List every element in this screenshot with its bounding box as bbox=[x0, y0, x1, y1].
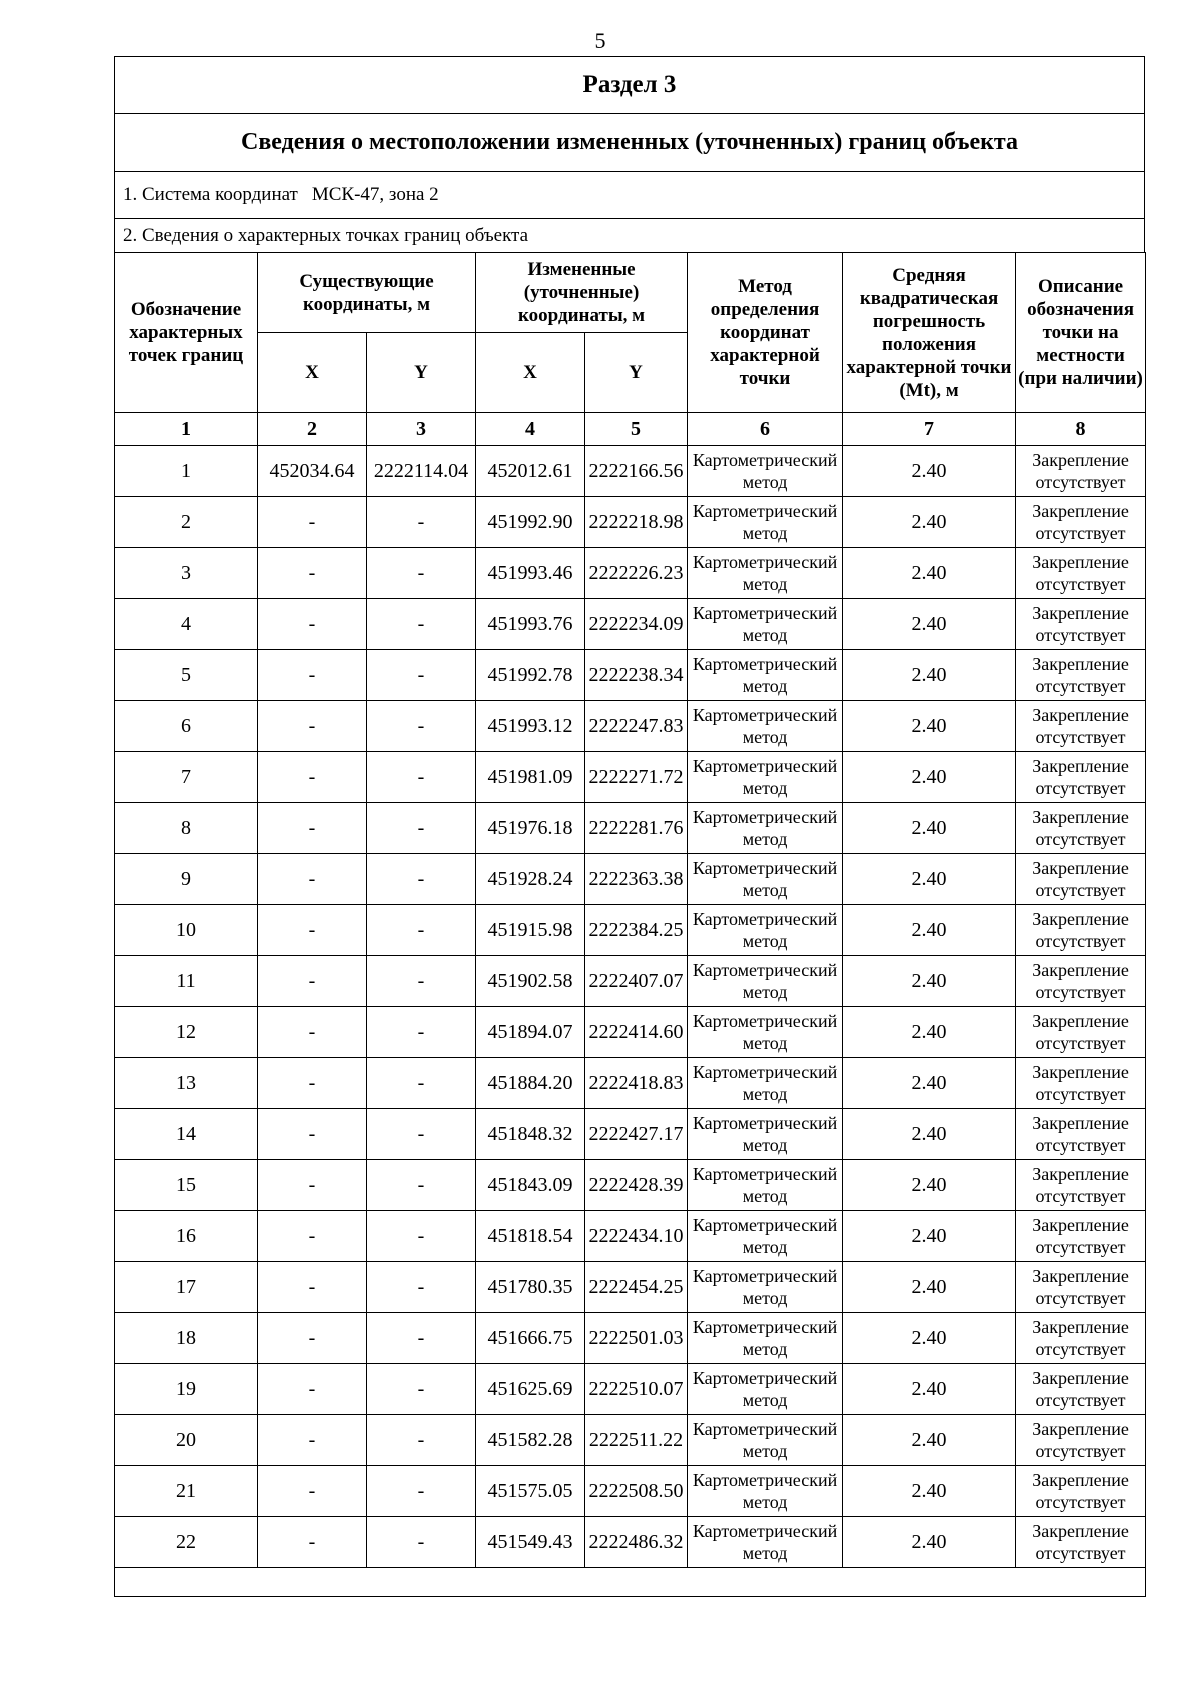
changed-y-cell: 2222434.10 bbox=[585, 1211, 688, 1262]
method-cell: Картометрический метод bbox=[688, 497, 843, 548]
existing-y-cell: - bbox=[367, 1109, 476, 1160]
column-number: 4 bbox=[476, 413, 585, 446]
method-cell: Картометрический метод bbox=[688, 803, 843, 854]
method-cell: Картометрический метод bbox=[688, 1109, 843, 1160]
column-number: 7 bbox=[843, 413, 1016, 446]
header-existing-coordinates: Существующие координаты, м bbox=[258, 253, 476, 333]
error-cell: 2.40 bbox=[843, 1466, 1016, 1517]
changed-x-cell: 451818.54 bbox=[476, 1211, 585, 1262]
existing-x-cell: - bbox=[258, 1466, 367, 1517]
existing-x-cell: - bbox=[258, 650, 367, 701]
column-number-row bbox=[115, 413, 1146, 446]
point-number-cell: 15 bbox=[115, 1160, 258, 1211]
table-row bbox=[115, 701, 1146, 752]
existing-y-cell: - bbox=[367, 905, 476, 956]
changed-x-cell: 451993.46 bbox=[476, 548, 585, 599]
description-cell: Закрепление отсутствует bbox=[1016, 1313, 1146, 1364]
error-cell: 2.40 bbox=[843, 905, 1016, 956]
error-cell: 2.40 bbox=[843, 1109, 1016, 1160]
changed-y-cell: 2222363.38 bbox=[585, 854, 688, 905]
error-cell: 2.40 bbox=[843, 650, 1016, 701]
table-row bbox=[115, 548, 1146, 599]
description-cell: Закрепление отсутствует bbox=[1016, 548, 1146, 599]
existing-x-cell: 452034.64 bbox=[258, 446, 367, 497]
header-changed-x: X bbox=[476, 333, 585, 413]
error-cell: 2.40 bbox=[843, 854, 1016, 905]
method-cell: Картометрический метод bbox=[688, 1058, 843, 1109]
page-number: 5 bbox=[594, 28, 606, 53]
existing-x-cell: - bbox=[258, 599, 367, 650]
changed-x-cell: 451993.76 bbox=[476, 599, 585, 650]
existing-y-cell: - bbox=[367, 1160, 476, 1211]
existing-x-cell: - bbox=[258, 497, 367, 548]
header-existing-y: Y bbox=[367, 333, 476, 413]
changed-y-cell: 2222271.72 bbox=[585, 752, 688, 803]
header-changed-coordinates: Измененные (уточненные) координаты, м bbox=[476, 253, 688, 333]
error-cell: 2.40 bbox=[843, 1007, 1016, 1058]
point-number-cell: 16 bbox=[115, 1211, 258, 1262]
description-cell: Закрепление отсутствует bbox=[1016, 1211, 1146, 1262]
changed-x-cell: 451884.20 bbox=[476, 1058, 585, 1109]
method-cell: Картометрический метод bbox=[688, 446, 843, 497]
point-number-cell: 4 bbox=[115, 599, 258, 650]
method-cell: Картометрический метод bbox=[688, 1466, 843, 1517]
points-caption: 2. Сведения о характерных точках границ объекта bbox=[114, 218, 1145, 252]
point-number-cell: 10 bbox=[115, 905, 258, 956]
existing-x-cell: - bbox=[258, 548, 367, 599]
table-row bbox=[115, 1211, 1146, 1262]
point-number-cell: 20 bbox=[115, 1415, 258, 1466]
changed-y-cell: 2222281.76 bbox=[585, 803, 688, 854]
column-number: 5 bbox=[585, 413, 688, 446]
changed-x-cell: 451625.69 bbox=[476, 1364, 585, 1415]
column-number: 2 bbox=[258, 413, 367, 446]
existing-x-cell: - bbox=[258, 1007, 367, 1058]
header-existing-x: X bbox=[258, 333, 367, 413]
changed-x-cell: 451843.09 bbox=[476, 1160, 585, 1211]
table-row bbox=[115, 956, 1146, 1007]
changed-x-cell: 451894.07 bbox=[476, 1007, 585, 1058]
description-cell: Закрепление отсутствует bbox=[1016, 905, 1146, 956]
table-footer-row bbox=[115, 1568, 1146, 1597]
existing-x-cell: - bbox=[258, 1058, 367, 1109]
changed-y-cell: 2222418.83 bbox=[585, 1058, 688, 1109]
changed-y-cell: 2222428.39 bbox=[585, 1160, 688, 1211]
description-cell: Закрепление отсутствует bbox=[1016, 1160, 1146, 1211]
document-frame bbox=[114, 56, 1145, 1597]
existing-x-cell: - bbox=[258, 1517, 367, 1568]
existing-y-cell: - bbox=[367, 1262, 476, 1313]
point-number-cell: 22 bbox=[115, 1517, 258, 1568]
coordinate-system-label: 1. Система координат bbox=[123, 184, 298, 205]
changed-x-cell: 451915.98 bbox=[476, 905, 585, 956]
changed-x-cell: 452012.61 bbox=[476, 446, 585, 497]
error-cell: 2.40 bbox=[843, 803, 1016, 854]
changed-y-cell: 2222407.07 bbox=[585, 956, 688, 1007]
existing-x-cell: - bbox=[258, 1415, 367, 1466]
existing-y-cell: - bbox=[367, 1007, 476, 1058]
changed-x-cell: 451582.28 bbox=[476, 1415, 585, 1466]
column-number: 8 bbox=[1016, 413, 1146, 446]
method-cell: Картометрический метод bbox=[688, 956, 843, 1007]
description-cell: Закрепление отсутствует bbox=[1016, 497, 1146, 548]
changed-x-cell: 451981.09 bbox=[476, 752, 585, 803]
table-row bbox=[115, 1262, 1146, 1313]
changed-x-cell: 451993.12 bbox=[476, 701, 585, 752]
existing-y-cell: - bbox=[367, 1466, 476, 1517]
point-number-cell: 2 bbox=[115, 497, 258, 548]
method-cell: Картометрический метод bbox=[688, 905, 843, 956]
existing-y-cell: 2222114.04 bbox=[367, 446, 476, 497]
method-cell: Картометрический метод bbox=[688, 1364, 843, 1415]
changed-x-cell: 451575.05 bbox=[476, 1466, 585, 1517]
error-cell: 2.40 bbox=[843, 1058, 1016, 1109]
method-cell: Картометрический метод bbox=[688, 650, 843, 701]
point-number-cell: 14 bbox=[115, 1109, 258, 1160]
table-row bbox=[115, 650, 1146, 701]
point-number-cell: 19 bbox=[115, 1364, 258, 1415]
existing-y-cell: - bbox=[367, 956, 476, 1007]
table-row bbox=[115, 1109, 1146, 1160]
existing-x-cell: - bbox=[258, 905, 367, 956]
method-cell: Картометрический метод bbox=[688, 599, 843, 650]
error-cell: 2.40 bbox=[843, 701, 1016, 752]
changed-y-cell: 2222234.09 bbox=[585, 599, 688, 650]
section-subtitle: Сведения о местоположении измененных (уточненных) границ объекта bbox=[114, 113, 1145, 171]
point-number-cell: 17 bbox=[115, 1262, 258, 1313]
existing-y-cell: - bbox=[367, 1364, 476, 1415]
description-cell: Закрепление отсутствует bbox=[1016, 701, 1146, 752]
table-row bbox=[115, 1160, 1146, 1211]
existing-x-cell: - bbox=[258, 956, 367, 1007]
coordinate-system-value: МСК-47, зона 2 bbox=[311, 184, 439, 205]
changed-x-cell: 451928.24 bbox=[476, 854, 585, 905]
existing-x-cell: - bbox=[258, 1364, 367, 1415]
existing-y-cell: - bbox=[367, 803, 476, 854]
error-cell: 2.40 bbox=[843, 1415, 1016, 1466]
description-cell: Закрепление отсутствует bbox=[1016, 1364, 1146, 1415]
point-number-cell: 21 bbox=[115, 1466, 258, 1517]
description-cell: Закрепление отсутствует bbox=[1016, 803, 1146, 854]
column-number: 3 bbox=[367, 413, 476, 446]
changed-y-cell: 2222508.50 bbox=[585, 1466, 688, 1517]
changed-x-cell: 451992.78 bbox=[476, 650, 585, 701]
existing-x-cell: - bbox=[258, 1211, 367, 1262]
error-cell: 2.40 bbox=[843, 1211, 1016, 1262]
table-row bbox=[115, 1007, 1146, 1058]
error-cell: 2.40 bbox=[843, 548, 1016, 599]
point-number-cell: 8 bbox=[115, 803, 258, 854]
changed-y-cell: 2222166.56 bbox=[585, 446, 688, 497]
table-row bbox=[115, 1517, 1146, 1568]
existing-x-cell: - bbox=[258, 752, 367, 803]
error-cell: 2.40 bbox=[843, 1364, 1016, 1415]
changed-y-cell: 2222510.07 bbox=[585, 1364, 688, 1415]
table-row bbox=[115, 1415, 1146, 1466]
method-cell: Картометрический метод bbox=[688, 1262, 843, 1313]
description-cell: Закрепление отсутствует bbox=[1016, 1415, 1146, 1466]
existing-y-cell: - bbox=[367, 650, 476, 701]
existing-y-cell: - bbox=[367, 1058, 476, 1109]
error-cell: 2.40 bbox=[843, 752, 1016, 803]
method-cell: Картометрический метод bbox=[688, 1415, 843, 1466]
changed-y-cell: 2222414.60 bbox=[585, 1007, 688, 1058]
existing-y-cell: - bbox=[367, 854, 476, 905]
changed-x-cell: 451666.75 bbox=[476, 1313, 585, 1364]
changed-x-cell: 451780.35 bbox=[476, 1262, 585, 1313]
point-number-cell: 7 bbox=[115, 752, 258, 803]
method-cell: Картометрический метод bbox=[688, 1517, 843, 1568]
table-row bbox=[115, 854, 1146, 905]
column-number: 6 bbox=[688, 413, 843, 446]
existing-x-cell: - bbox=[258, 854, 367, 905]
header-changed-y: Y bbox=[585, 333, 688, 413]
existing-y-cell: - bbox=[367, 1313, 476, 1364]
table-row bbox=[115, 803, 1146, 854]
changed-x-cell: 451976.18 bbox=[476, 803, 585, 854]
table-row bbox=[115, 446, 1146, 497]
changed-y-cell: 2222486.32 bbox=[585, 1517, 688, 1568]
point-number-cell: 13 bbox=[115, 1058, 258, 1109]
existing-y-cell: - bbox=[367, 752, 476, 803]
error-cell: 2.40 bbox=[843, 599, 1016, 650]
changed-x-cell: 451902.58 bbox=[476, 956, 585, 1007]
header-method: Метод определения координат характерной точки bbox=[688, 253, 843, 413]
changed-y-cell: 2222384.25 bbox=[585, 905, 688, 956]
point-number-cell: 5 bbox=[115, 650, 258, 701]
description-cell: Закрепление отсутствует bbox=[1016, 1262, 1146, 1313]
empty-footer-cell bbox=[115, 1568, 1146, 1597]
table-row bbox=[115, 1058, 1146, 1109]
description-cell: Закрепление отсутствует bbox=[1016, 599, 1146, 650]
description-cell: Закрепление отсутствует bbox=[1016, 752, 1146, 803]
changed-x-cell: 451549.43 bbox=[476, 1517, 585, 1568]
method-cell: Картометрический метод bbox=[688, 701, 843, 752]
changed-y-cell: 2222454.25 bbox=[585, 1262, 688, 1313]
error-cell: 2.40 bbox=[843, 446, 1016, 497]
changed-y-cell: 2222238.34 bbox=[585, 650, 688, 701]
table-row bbox=[115, 1313, 1146, 1364]
point-number-cell: 1 bbox=[115, 446, 258, 497]
description-cell: Закрепление отсутствует bbox=[1016, 1007, 1146, 1058]
changed-y-cell: 2222501.03 bbox=[585, 1313, 688, 1364]
table-row bbox=[115, 1364, 1146, 1415]
existing-x-cell: - bbox=[258, 1262, 367, 1313]
description-cell: Закрепление отсутствует bbox=[1016, 854, 1146, 905]
error-cell: 2.40 bbox=[843, 1517, 1016, 1568]
existing-y-cell: - bbox=[367, 1517, 476, 1568]
description-cell: Закрепление отсутствует bbox=[1016, 650, 1146, 701]
existing-y-cell: - bbox=[367, 1415, 476, 1466]
section-title: Раздел 3 bbox=[114, 56, 1145, 113]
coordinate-system-row bbox=[114, 171, 1145, 218]
changed-y-cell: 2222226.23 bbox=[585, 548, 688, 599]
changed-y-cell: 2222427.17 bbox=[585, 1109, 688, 1160]
description-cell: Закрепление отсутствует bbox=[1016, 1517, 1146, 1568]
error-cell: 2.40 bbox=[843, 1160, 1016, 1211]
header-description: Описание обозначения точки на местности (при наличии) bbox=[1016, 253, 1146, 413]
description-cell: Закрепление отсутствует bbox=[1016, 1466, 1146, 1517]
changed-y-cell: 2222218.98 bbox=[585, 497, 688, 548]
table-row bbox=[115, 905, 1146, 956]
method-cell: Картометрический метод bbox=[688, 1313, 843, 1364]
header-error: Средняя квадратическая погрешность положения характерной точки (Mt), м bbox=[843, 253, 1016, 413]
boundary-points-table bbox=[114, 252, 1146, 1597]
error-cell: 2.40 bbox=[843, 1262, 1016, 1313]
existing-y-cell: - bbox=[367, 548, 476, 599]
table-row bbox=[115, 1466, 1146, 1517]
existing-x-cell: - bbox=[258, 1160, 367, 1211]
point-number-cell: 3 bbox=[115, 548, 258, 599]
table-row bbox=[115, 497, 1146, 548]
header-designation: Обозначение характерных точек границ bbox=[115, 253, 258, 413]
changed-x-cell: 451992.90 bbox=[476, 497, 585, 548]
existing-y-cell: - bbox=[367, 599, 476, 650]
column-number: 1 bbox=[115, 413, 258, 446]
method-cell: Картометрический метод bbox=[688, 752, 843, 803]
error-cell: 2.40 bbox=[843, 497, 1016, 548]
table-body bbox=[115, 446, 1146, 1568]
method-cell: Картометрический метод bbox=[688, 1211, 843, 1262]
point-number-cell: 6 bbox=[115, 701, 258, 752]
method-cell: Картометрический метод bbox=[688, 548, 843, 599]
table-row bbox=[115, 752, 1146, 803]
changed-y-cell: 2222247.83 bbox=[585, 701, 688, 752]
existing-y-cell: - bbox=[367, 701, 476, 752]
error-cell: 2.40 bbox=[843, 956, 1016, 1007]
existing-x-cell: - bbox=[258, 1313, 367, 1364]
existing-x-cell: - bbox=[258, 803, 367, 854]
method-cell: Картометрический метод bbox=[688, 854, 843, 905]
error-cell: 2.40 bbox=[843, 1313, 1016, 1364]
method-cell: Картометрический метод bbox=[688, 1007, 843, 1058]
description-cell: Закрепление отсутствует bbox=[1016, 446, 1146, 497]
existing-y-cell: - bbox=[367, 1211, 476, 1262]
changed-x-cell: 451848.32 bbox=[476, 1109, 585, 1160]
point-number-cell: 11 bbox=[115, 956, 258, 1007]
existing-y-cell: - bbox=[367, 497, 476, 548]
method-cell: Картометрический метод bbox=[688, 1160, 843, 1211]
point-number-cell: 12 bbox=[115, 1007, 258, 1058]
point-number-cell: 18 bbox=[115, 1313, 258, 1364]
point-number-cell: 9 bbox=[115, 854, 258, 905]
existing-x-cell: - bbox=[258, 701, 367, 752]
description-cell: Закрепление отсутствует bbox=[1016, 1109, 1146, 1160]
changed-y-cell: 2222511.22 bbox=[585, 1415, 688, 1466]
description-cell: Закрепление отсутствует bbox=[1016, 956, 1146, 1007]
table-row bbox=[115, 599, 1146, 650]
existing-x-cell: - bbox=[258, 1109, 367, 1160]
description-cell: Закрепление отсутствует bbox=[1016, 1058, 1146, 1109]
